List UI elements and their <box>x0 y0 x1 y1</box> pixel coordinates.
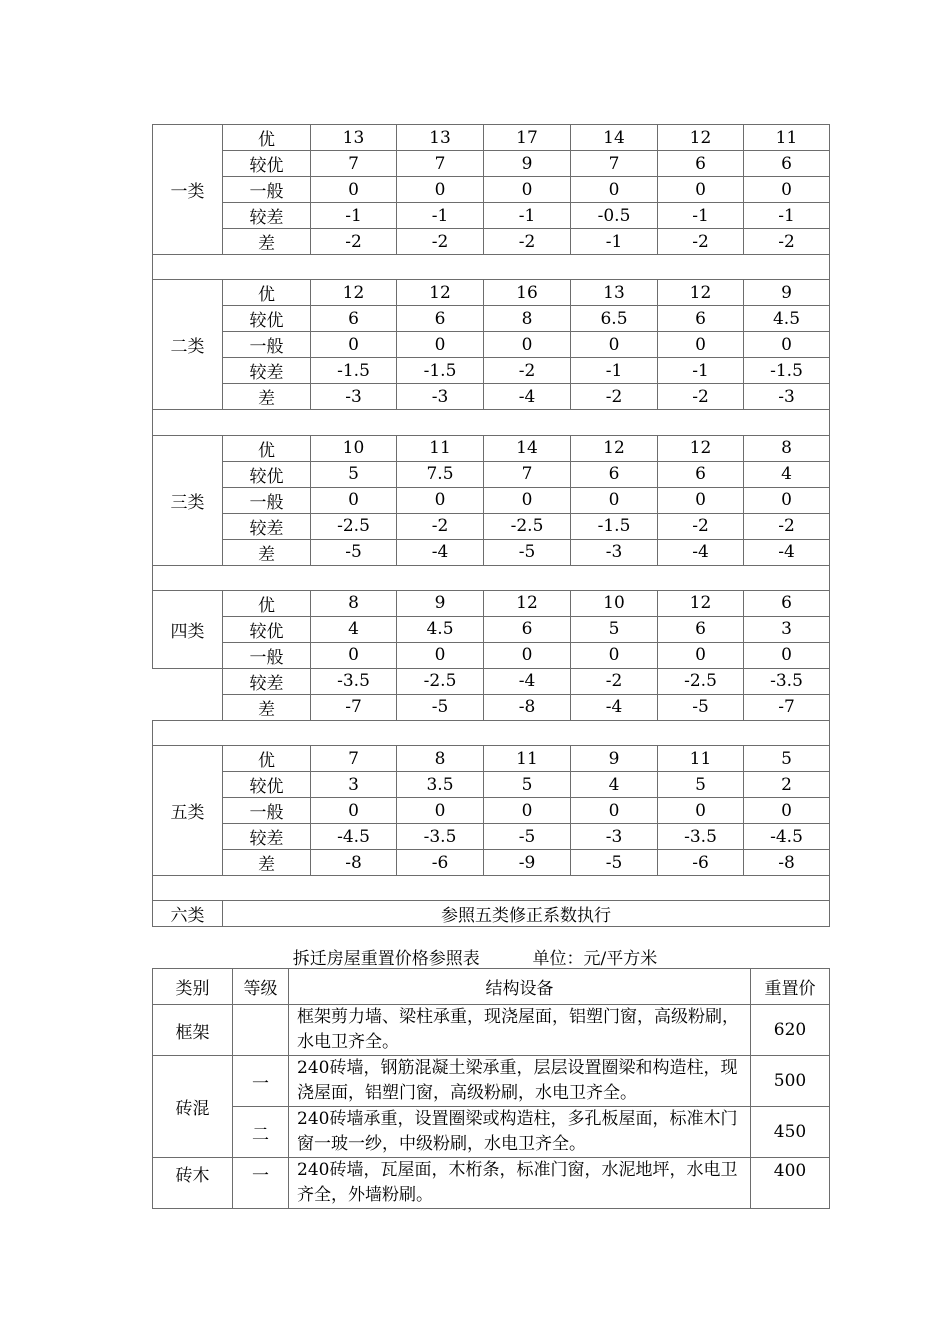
coefficient-value: -7 <box>311 694 397 720</box>
coefficient-value: -8 <box>484 694 571 720</box>
coefficient-value: -1.5 <box>571 513 658 539</box>
grade-label: 较差 <box>223 203 311 229</box>
table-row <box>153 177 830 203</box>
coefficient-value: 4 <box>571 772 658 798</box>
grade-label: 差 <box>223 229 311 255</box>
coefficient-value: 8 <box>397 746 484 772</box>
header-structure: 结构设备 <box>289 969 751 1005</box>
grade-label: 较优 <box>223 772 311 798</box>
coefficient-value: -1 <box>571 358 658 384</box>
coefficient-value: -4 <box>397 539 484 565</box>
coefficient-value: -4 <box>484 668 571 694</box>
table-row <box>153 306 830 332</box>
grade-label: 差 <box>223 850 311 876</box>
coefficient-value: 3.5 <box>397 772 484 798</box>
price-cell: 500 <box>751 1056 830 1107</box>
coefficient-value: 12 <box>658 590 744 616</box>
coefficient-value: -8 <box>744 850 830 876</box>
coefficient-value: 6 <box>658 616 744 642</box>
coefficient-value: -5 <box>484 824 571 850</box>
coefficient-value: -3 <box>744 384 830 410</box>
coefficient-value: -3.5 <box>397 824 484 850</box>
coefficient-value: -5 <box>311 539 397 565</box>
coefficient-value: -6 <box>397 850 484 876</box>
category-label: 四类 <box>153 590 223 668</box>
category-label: 三类 <box>153 435 223 565</box>
coefficient-value: -1 <box>658 358 744 384</box>
coefficient-value: -2.5 <box>658 668 744 694</box>
coefficient-value: -1.5 <box>311 358 397 384</box>
coefficient-value: 11 <box>658 746 744 772</box>
grade-label: 优 <box>223 435 311 461</box>
spacer-cell <box>153 255 830 280</box>
category-cell: 框架 <box>153 1005 233 1056</box>
coefficient-value: 12 <box>571 435 658 461</box>
coefficient-value: -1 <box>484 203 571 229</box>
table-row <box>153 151 830 177</box>
category-label: 一类 <box>153 125 223 255</box>
coefficient-value: -3 <box>571 539 658 565</box>
coefficient-value: 12 <box>484 590 571 616</box>
coefficient-value: 8 <box>744 435 830 461</box>
table-row <box>153 487 830 513</box>
coefficient-value: 0 <box>658 487 744 513</box>
coefficient-value: 0 <box>658 798 744 824</box>
coefficient-value: 0 <box>658 177 744 203</box>
coefficient-value: 9 <box>571 746 658 772</box>
table-row <box>153 642 830 668</box>
coefficient-value: 0 <box>571 332 658 358</box>
grade-label: 优 <box>223 590 311 616</box>
coefficient-value: 6 <box>658 461 744 487</box>
coefficient-value: -8 <box>311 850 397 876</box>
coefficient-value: 16 <box>484 280 571 306</box>
coefficient-value: -2 <box>484 358 571 384</box>
coefficient-value: -4 <box>571 694 658 720</box>
coefficient-value: 0 <box>744 332 830 358</box>
coefficient-value: 14 <box>571 125 658 151</box>
coefficient-value: -3 <box>397 384 484 410</box>
grade-label: 较差 <box>223 358 311 384</box>
coefficient-value: 0 <box>571 487 658 513</box>
coefficient-value: 8 <box>484 306 571 332</box>
coefficient-value: -0.5 <box>571 203 658 229</box>
coefficient-value: 3 <box>311 772 397 798</box>
price-table-title: 拆迁房屋重置价格参照表 <box>292 949 480 969</box>
grade-label: 优 <box>223 280 311 306</box>
grade-label: 较优 <box>223 306 311 332</box>
coefficient-value: 6 <box>571 461 658 487</box>
coefficient-value: 6 <box>658 151 744 177</box>
coefficient-value: 9 <box>397 590 484 616</box>
coefficient-value: 0 <box>311 798 397 824</box>
price-reference-table <box>152 968 830 1209</box>
coefficient-value: -1 <box>658 203 744 229</box>
price-cell: 400 <box>751 1158 830 1209</box>
grade-label: 优 <box>223 125 311 151</box>
coefficient-value: -1 <box>744 203 830 229</box>
category-label: 五类 <box>153 746 223 876</box>
coefficient-value: 9 <box>484 151 571 177</box>
coefficient-value: 7.5 <box>397 461 484 487</box>
table-row <box>153 850 830 876</box>
coefficient-value: -2.5 <box>397 668 484 694</box>
category-label: 六类 <box>153 901 223 927</box>
coefficient-value: 3 <box>744 616 830 642</box>
price-table-caption <box>0 944 950 969</box>
table-row <box>153 901 830 927</box>
coefficient-value: -1 <box>311 203 397 229</box>
price-table-unit: 单位：元/平方米 <box>532 949 658 969</box>
coefficient-value: -2 <box>658 229 744 255</box>
price-cell: 620 <box>751 1005 830 1056</box>
structure-cell: 框架剪力墙、梁柱承重，现浇屋面，铝塑门窗，高级粉刷，水电卫齐全。 <box>289 1005 751 1056</box>
grade-label: 一般 <box>223 642 311 668</box>
coefficient-table <box>152 124 830 927</box>
coefficient-value: 0 <box>484 642 571 668</box>
coefficient-value: 0 <box>744 798 830 824</box>
coefficient-value: -5 <box>484 539 571 565</box>
table-row <box>153 1107 830 1158</box>
coefficient-value: -1.5 <box>397 358 484 384</box>
coefficient-value: -3.5 <box>658 824 744 850</box>
grade-label: 一般 <box>223 487 311 513</box>
coefficient-value: -6 <box>658 850 744 876</box>
coefficient-value: 0 <box>397 332 484 358</box>
coefficient-value: 0 <box>571 798 658 824</box>
grade-cell: 二 <box>233 1107 289 1158</box>
coefficient-value: -2 <box>744 229 830 255</box>
table-row <box>153 539 830 565</box>
grade-label: 较差 <box>223 668 311 694</box>
coefficient-value: 13 <box>397 125 484 151</box>
spacer-cell <box>153 410 830 435</box>
grade-label: 优 <box>223 746 311 772</box>
coefficient-value: 6 <box>311 306 397 332</box>
coefficient-value: 6 <box>484 616 571 642</box>
spacer-cell <box>153 720 830 745</box>
coefficient-value: -2 <box>571 668 658 694</box>
coefficient-value: 4.5 <box>397 616 484 642</box>
table-row <box>153 1005 830 1056</box>
grade-label: 较优 <box>223 461 311 487</box>
coefficient-value: 12 <box>658 280 744 306</box>
coefficient-value: 0 <box>484 487 571 513</box>
coefficient-value: 2 <box>744 772 830 798</box>
coefficient-value: -2 <box>484 229 571 255</box>
coefficient-value: 7 <box>311 746 397 772</box>
coefficient-value: 0 <box>311 487 397 513</box>
coefficient-value: 7 <box>571 151 658 177</box>
category-label: 二类 <box>153 280 223 410</box>
grade-label: 差 <box>223 539 311 565</box>
coefficient-value: 12 <box>397 280 484 306</box>
coefficient-value: 14 <box>484 435 571 461</box>
coefficient-value: 6 <box>658 306 744 332</box>
grade-label: 较差 <box>223 824 311 850</box>
coefficient-value: 0 <box>571 642 658 668</box>
coefficient-value: 7 <box>397 151 484 177</box>
coefficient-value: 4 <box>311 616 397 642</box>
coefficient-value: 0 <box>571 177 658 203</box>
grade-label: 差 <box>223 384 311 410</box>
coefficient-value: -2 <box>744 513 830 539</box>
coefficient-value: 5 <box>571 616 658 642</box>
coefficient-value: -3.5 <box>744 668 830 694</box>
coefficient-value: -4 <box>658 539 744 565</box>
coefficient-value: 11 <box>397 435 484 461</box>
coefficient-value: -2 <box>571 384 658 410</box>
coefficient-value: -2 <box>311 229 397 255</box>
table-row <box>153 746 830 772</box>
coefficient-value: -9 <box>484 850 571 876</box>
table-row <box>153 694 830 720</box>
table-row <box>153 280 830 306</box>
price-cell: 450 <box>751 1107 830 1158</box>
spacer-row <box>153 720 830 745</box>
coefficient-value: 0 <box>311 642 397 668</box>
table-header-row <box>153 969 830 1005</box>
coefficient-value: -2 <box>658 384 744 410</box>
table-row <box>153 435 830 461</box>
coefficient-value: 5 <box>311 461 397 487</box>
coefficient-value: 0 <box>484 798 571 824</box>
coefficient-value: 0 <box>311 177 397 203</box>
coefficient-value: 0 <box>397 798 484 824</box>
spacer-cell <box>153 565 830 590</box>
grade-label: 差 <box>223 694 311 720</box>
spacer-row <box>153 410 830 435</box>
table-row <box>153 203 830 229</box>
coefficient-value: 7 <box>311 151 397 177</box>
coefficient-value: 6 <box>397 306 484 332</box>
coefficient-value: 7 <box>484 461 571 487</box>
table-row <box>153 1158 830 1209</box>
coefficient-value: 0 <box>311 332 397 358</box>
coefficient-value: -4.5 <box>744 824 830 850</box>
coefficient-value: -1.5 <box>744 358 830 384</box>
coefficient-value: -2 <box>397 513 484 539</box>
category-cell: 砖混 <box>153 1056 233 1158</box>
grade-cell: 一 <box>233 1056 289 1107</box>
structure-cell: 240砖墙，瓦屋面，木桁条，标准门窗，水泥地坪，水电卫齐全，外墙粉刷。 <box>289 1158 751 1209</box>
coefficient-value: 13 <box>311 125 397 151</box>
table-row <box>153 798 830 824</box>
coefficient-value: 12 <box>658 125 744 151</box>
coefficient-value: -4 <box>744 539 830 565</box>
spacer-row <box>153 565 830 590</box>
coefficient-value: -3.5 <box>311 668 397 694</box>
coefficient-value: 12 <box>658 435 744 461</box>
spacer-row <box>153 255 830 280</box>
coefficient-value: 13 <box>571 280 658 306</box>
header-price: 重置价 <box>751 969 830 1005</box>
spacer-cell <box>153 876 830 901</box>
note-cell: 参照五类修正系数执行 <box>223 901 830 927</box>
category-cell: 砖木 <box>153 1158 233 1209</box>
header-grade: 等级 <box>233 969 289 1005</box>
coefficient-value: -2.5 <box>311 513 397 539</box>
coefficient-value: 0 <box>744 642 830 668</box>
coefficient-value: 11 <box>484 746 571 772</box>
table-row <box>153 332 830 358</box>
table-row <box>153 461 830 487</box>
table-row <box>153 384 830 410</box>
structure-cell: 240砖墙，钢筋混凝土梁承重，层层设置圈梁和构造柱，现浇屋面，铝塑门窗，高级粉刷，水电卫齐全。 <box>289 1056 751 1107</box>
coefficient-value: 9 <box>744 280 830 306</box>
coefficient-value: 5 <box>658 772 744 798</box>
coefficient-value: -5 <box>571 850 658 876</box>
coefficient-value: 6.5 <box>571 306 658 332</box>
coefficient-value: -3 <box>571 824 658 850</box>
grade-label: 一般 <box>223 798 311 824</box>
table-row <box>153 1056 830 1107</box>
coefficient-value: -2 <box>658 513 744 539</box>
coefficient-value: 10 <box>571 590 658 616</box>
coefficient-value: -1 <box>571 229 658 255</box>
coefficient-value: -5 <box>397 694 484 720</box>
coefficient-value: 0 <box>397 487 484 513</box>
table-row <box>153 616 830 642</box>
table-row <box>153 229 830 255</box>
coefficient-value: 5 <box>744 746 830 772</box>
coefficient-value: -2.5 <box>484 513 571 539</box>
grade-label: 较优 <box>223 616 311 642</box>
coefficient-value: 8 <box>311 590 397 616</box>
grade-cell: 一 <box>233 1158 289 1209</box>
grade-label: 较差 <box>223 513 311 539</box>
table-row <box>153 668 830 694</box>
coefficient-value: -2 <box>397 229 484 255</box>
coefficient-value: 6 <box>744 590 830 616</box>
coefficient-value: 0 <box>658 642 744 668</box>
coefficient-value: 0 <box>658 332 744 358</box>
coefficient-value: -7 <box>744 694 830 720</box>
coefficient-value: 0 <box>397 177 484 203</box>
grade-cell <box>233 1005 289 1056</box>
table-row <box>153 590 830 616</box>
coefficient-value: 0 <box>397 642 484 668</box>
coefficient-value: 17 <box>484 125 571 151</box>
header-category: 类别 <box>153 969 233 1005</box>
coefficient-value: 4.5 <box>744 306 830 332</box>
coefficient-value: 0 <box>484 332 571 358</box>
coefficient-value: 0 <box>484 177 571 203</box>
table-row <box>153 358 830 384</box>
structure-cell: 240砖墙承重，设置圈梁或构造柱，多孔板屋面，标准木门窗一玻一纱，中级粉刷，水电卫齐全。 <box>289 1107 751 1158</box>
coefficient-value: 6 <box>744 151 830 177</box>
table-row <box>153 772 830 798</box>
grade-label: 一般 <box>223 177 311 203</box>
table-row <box>153 513 830 539</box>
coefficient-value: -5 <box>658 694 744 720</box>
coefficient-value: 11 <box>744 125 830 151</box>
table-row <box>153 824 830 850</box>
empty-cell <box>153 668 223 720</box>
table-row <box>153 125 830 151</box>
coefficient-value: 0 <box>744 487 830 513</box>
spacer-row <box>153 876 830 901</box>
grade-label: 一般 <box>223 332 311 358</box>
coefficient-value: 0 <box>744 177 830 203</box>
grade-label: 较优 <box>223 151 311 177</box>
coefficient-value: 4 <box>744 461 830 487</box>
coefficient-value: -4.5 <box>311 824 397 850</box>
coefficient-value: -1 <box>397 203 484 229</box>
coefficient-value: 12 <box>311 280 397 306</box>
coefficient-value: 10 <box>311 435 397 461</box>
coefficient-value: -4 <box>484 384 571 410</box>
coefficient-value: -3 <box>311 384 397 410</box>
coefficient-value: 5 <box>484 772 571 798</box>
